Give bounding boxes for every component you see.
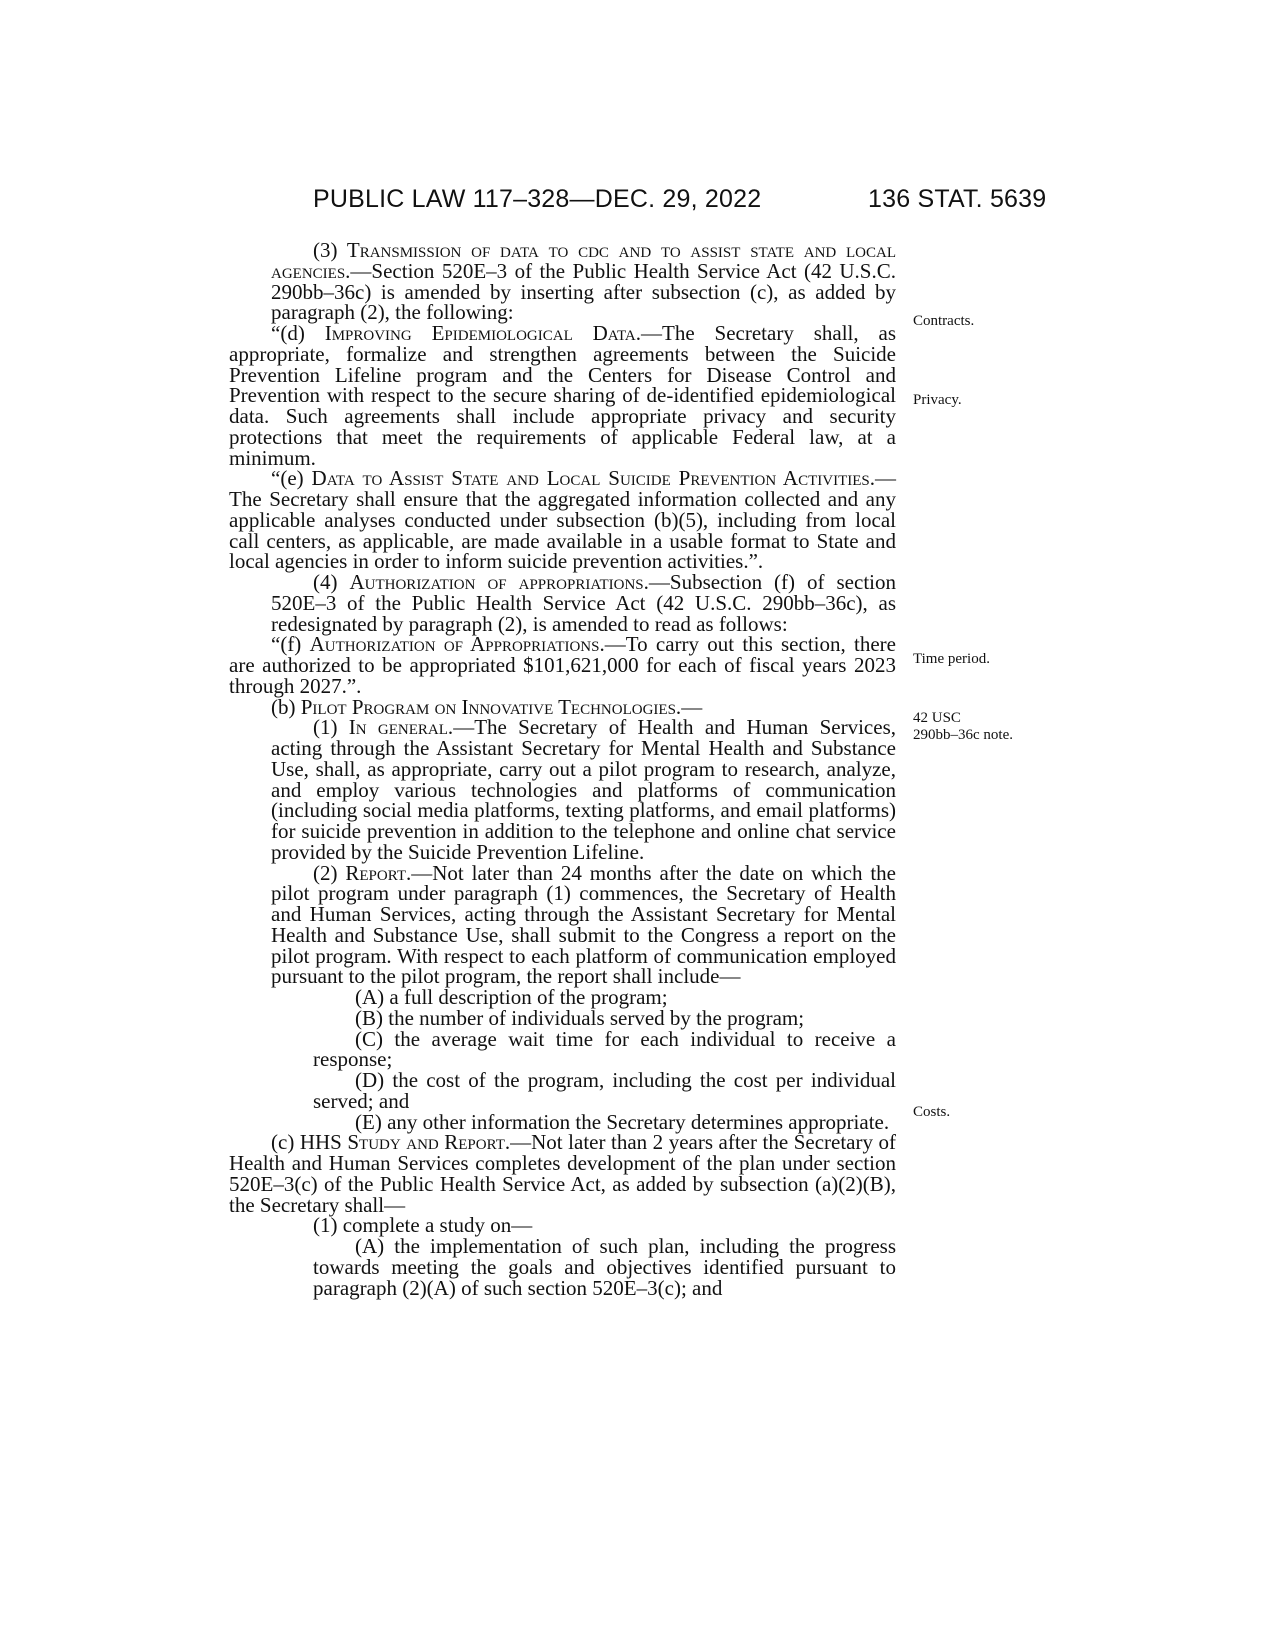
heading-hhs-study-and-report: HHS Study and Report. [299,1130,511,1155]
margin-note-usc-line2: 290bb–36c note. [913,727,1013,743]
item-c1a: (A) the implementation of such plan, including the progress towards meeting the goals and objectives identified pursuant to paragraph (2)(A) of such section 520E–3(c); and [313,1234,896,1300]
margin-note-costs: Costs. [913,1104,951,1120]
subsection-f: “(f) Authorization of Appropriations.—To carry out this section, there are authorized to be appropriated $101,621,000 for each of fiscal years 2023 through 2027.”. [229,632,896,698]
margin-note-usc-line1: 42 USC [913,710,961,726]
heading-in-general: In general. [348,715,454,740]
heading-transmission-of-data: (3) Transmission of data to cdc and to assist state and local agencies. [271,238,896,283]
subsection-c: (c) HHS Study and Report.—Not later than 2 years after the Secretary of Health and Human Services completes development of the plan under section 520E–3(c) of the Public Health Service Act, as added by subsection (a)(2)(B), the Secretary shall— [229,1130,896,1217]
paragraph-a4: (4) Authorization of appropriations.—Subsection (f) of section 520E–3 of the Public Health Service Act (42 U.S.C. 290bb–36c), as redesignated by paragraph (2), is amended to read as follows: [271,570,896,636]
item-c: (C) the average wait time for each individual to receive a response; [313,1026,896,1072]
item-a: (A) a full description of the program; [355,985,668,1009]
heading-improving-epidemiological-data: Improving Epidemiological Data. [324,321,642,345]
paragraph-a3: (3) Transmission of data to cdc and to assist state and local agencies.—Section 520E–3 of the Public Health Service Act (42 U.S.C. 290bb–36c) is amended by inserting after subsection (c), as added by paragraph (2), the following: [271,238,896,325]
running-header-title: PUBLIC LAW 117–328—DEC. 29, 2022 [313,185,762,213]
paragraph-c1: (1) complete a study on— [313,1213,533,1238]
item-e: (E) any other information the Secretary determines appropriate. [355,1109,890,1134]
paragraph-b1: (1) In general.—The Secretary of Health and Human Services, acting through the Assistant Secretary for Mental Health and Substance Use, shall, as appropriate, carry out a pilot program to research, analyze, and employ various technologies and platforms of communication (including social media platforms, texting platforms, and email platforms) for suicide prevention in addition to the telephone and online chat service provided by the Suicide Prevention Lifeline. [271,715,896,864]
heading-authorization-of-appropriations-f: Authorization of Appropriations. [309,632,605,657]
heading-authorization-of-appropriations: Authorization of appropriations. [349,570,649,594]
heading-pilot-program: Pilot Program on Innovative Technologies. [300,694,682,719]
heading-data-to-assist: Data to Assist State and Local Suicide Prevention Activities. [311,466,875,491]
item-d: (D) the cost of the program, including the cost per individual served; and [313,1068,896,1113]
paragraph-b2: (2) Report.—Not later than 24 months after the date on which the pilot program under paragraph (1) commences, the Secretary of Health and Human Services, acting through the Assistant Secretary for Mental Health and Substance Use, shall submit to the Congress a report on the pilot program. With respect to each platform of communication employed pursuant to the pilot program, the report shall include— [271,860,896,989]
page-number: 136 STAT. 5639 [868,185,1047,213]
subsection-b: (b) Pilot Program on Innovative Technologies.— [271,694,703,719]
margin-note-privacy: Privacy. [913,392,962,408]
item-b: (B) the number of individuals served by the program; [355,1005,805,1030]
subsection-e: “(e) Data to Assist State and Local Suicide Prevention Activities.—The Secretary shall ensure that the aggregated information collected and any applicable analyses conducted under subsection (b)(5), including from local call centers, as applicable, are made available in a usable format to State and local agencies in order to inform suicide prevention activities.”. [229,466,896,574]
document-body [229,240,896,1298]
subsection-d: “(d) Improving Epidemiological Data.—The Secretary shall, as appropriate, formalize and strengthen agreements between the Suicide Prevention Lifeline program and the Centers for Disease Control and Prevention with respect to the secure sharing of de-identified epidemiological data. Such agreements shall include appropriate privacy and security protections that meet the requirements of applicable Federal law, at a minimum. [229,321,897,470]
margin-note-usc-citation [913,710,1013,744]
margin-note-time-period: Time period. [913,651,990,667]
heading-report: Report. [345,860,412,885]
margin-note-contracts: Contracts. [913,313,975,329]
